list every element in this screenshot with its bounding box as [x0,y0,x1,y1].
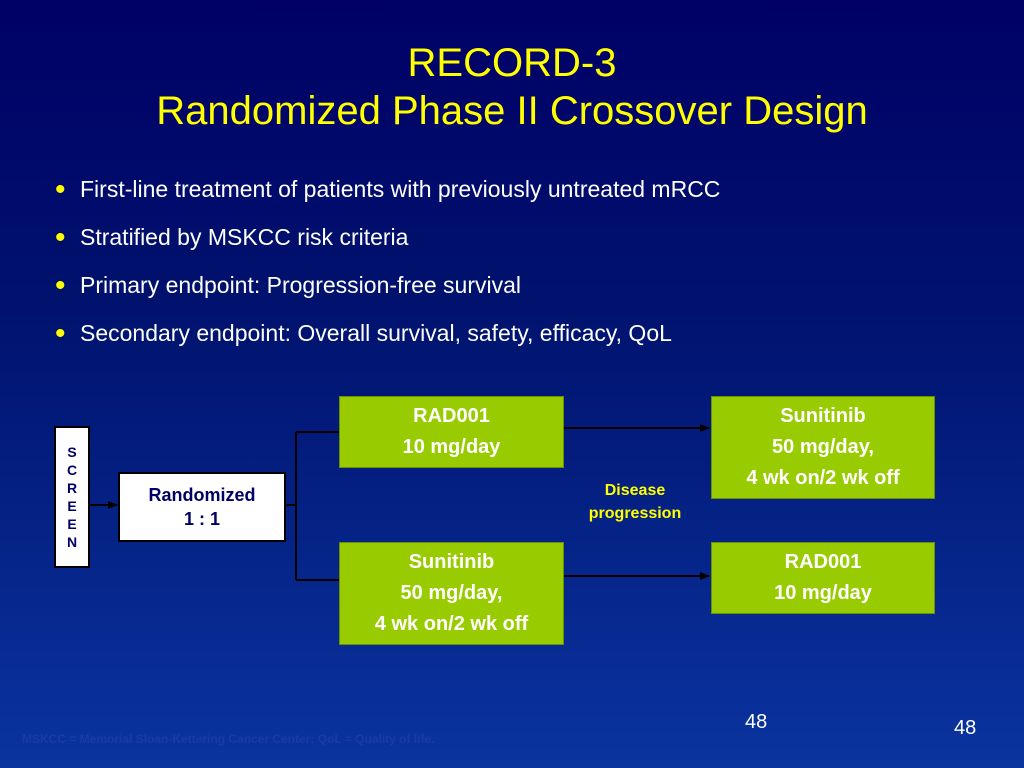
arm2-second-treatment-box [711,542,935,614]
screen-box [54,426,90,568]
bullet-text: Secondary endpoint: Overall survival, safety, efficacy, QoL [80,320,672,346]
drug-dose: 50 mg/day, [400,582,503,604]
drug-name: RAD001 [413,405,490,427]
screen-letter: R [66,480,78,496]
footnote: MSKCC = Memorial Sloan-Kettering Cancer Center; QoL = Quality of life. [22,732,435,746]
screen-letter: E [67,516,77,532]
slide-subtitle: Randomized Phase II Crossover Design [156,89,868,133]
bullet-text: Primary endpoint: Progression-free survival [80,272,522,298]
arm2-first-treatment-box [339,542,564,645]
page-number: 48 [954,717,977,739]
page-number-secondary: 48 [745,711,768,733]
bullet-icon: • [55,317,66,350]
disease-progression-label [575,479,695,525]
randomized-label: Randomized [148,485,256,505]
drug-name: Sunitinib [408,551,495,573]
screen-letter: S [67,444,77,460]
drug-dose: 10 mg/day [774,582,872,604]
arm1-second-treatment-box [711,396,935,499]
crossover-label-line1: Disease [604,482,666,499]
bullet-icon: • [55,173,66,206]
drug-dose: 10 mg/day [402,436,501,458]
screen-letter: N [66,534,78,550]
drug-name: Sunitinib [780,405,866,427]
slide-title: RECORD-3 [407,41,617,85]
drug-schedule: 4 wk on/2 wk off [374,613,529,635]
bullet-text: Stratified by MSKCC risk criteria [80,224,409,250]
screen-letter: C [66,462,78,478]
bullet-icon: • [55,221,66,254]
crossover-label-line2: progression [588,505,682,522]
drug-schedule: 4 wk on/2 wk off [746,467,900,489]
bullet-icon: • [55,269,66,302]
drug-dose: 50 mg/day, [772,436,874,458]
drug-name: RAD001 [784,551,862,573]
randomized-ratio: 1 : 1 [183,509,220,529]
arm1-first-treatment-box [339,396,564,468]
bullet-text: First-line treatment of patients with previously untreated mRCC [80,176,721,202]
randomized-box [118,472,286,542]
screen-letter: E [67,498,77,514]
